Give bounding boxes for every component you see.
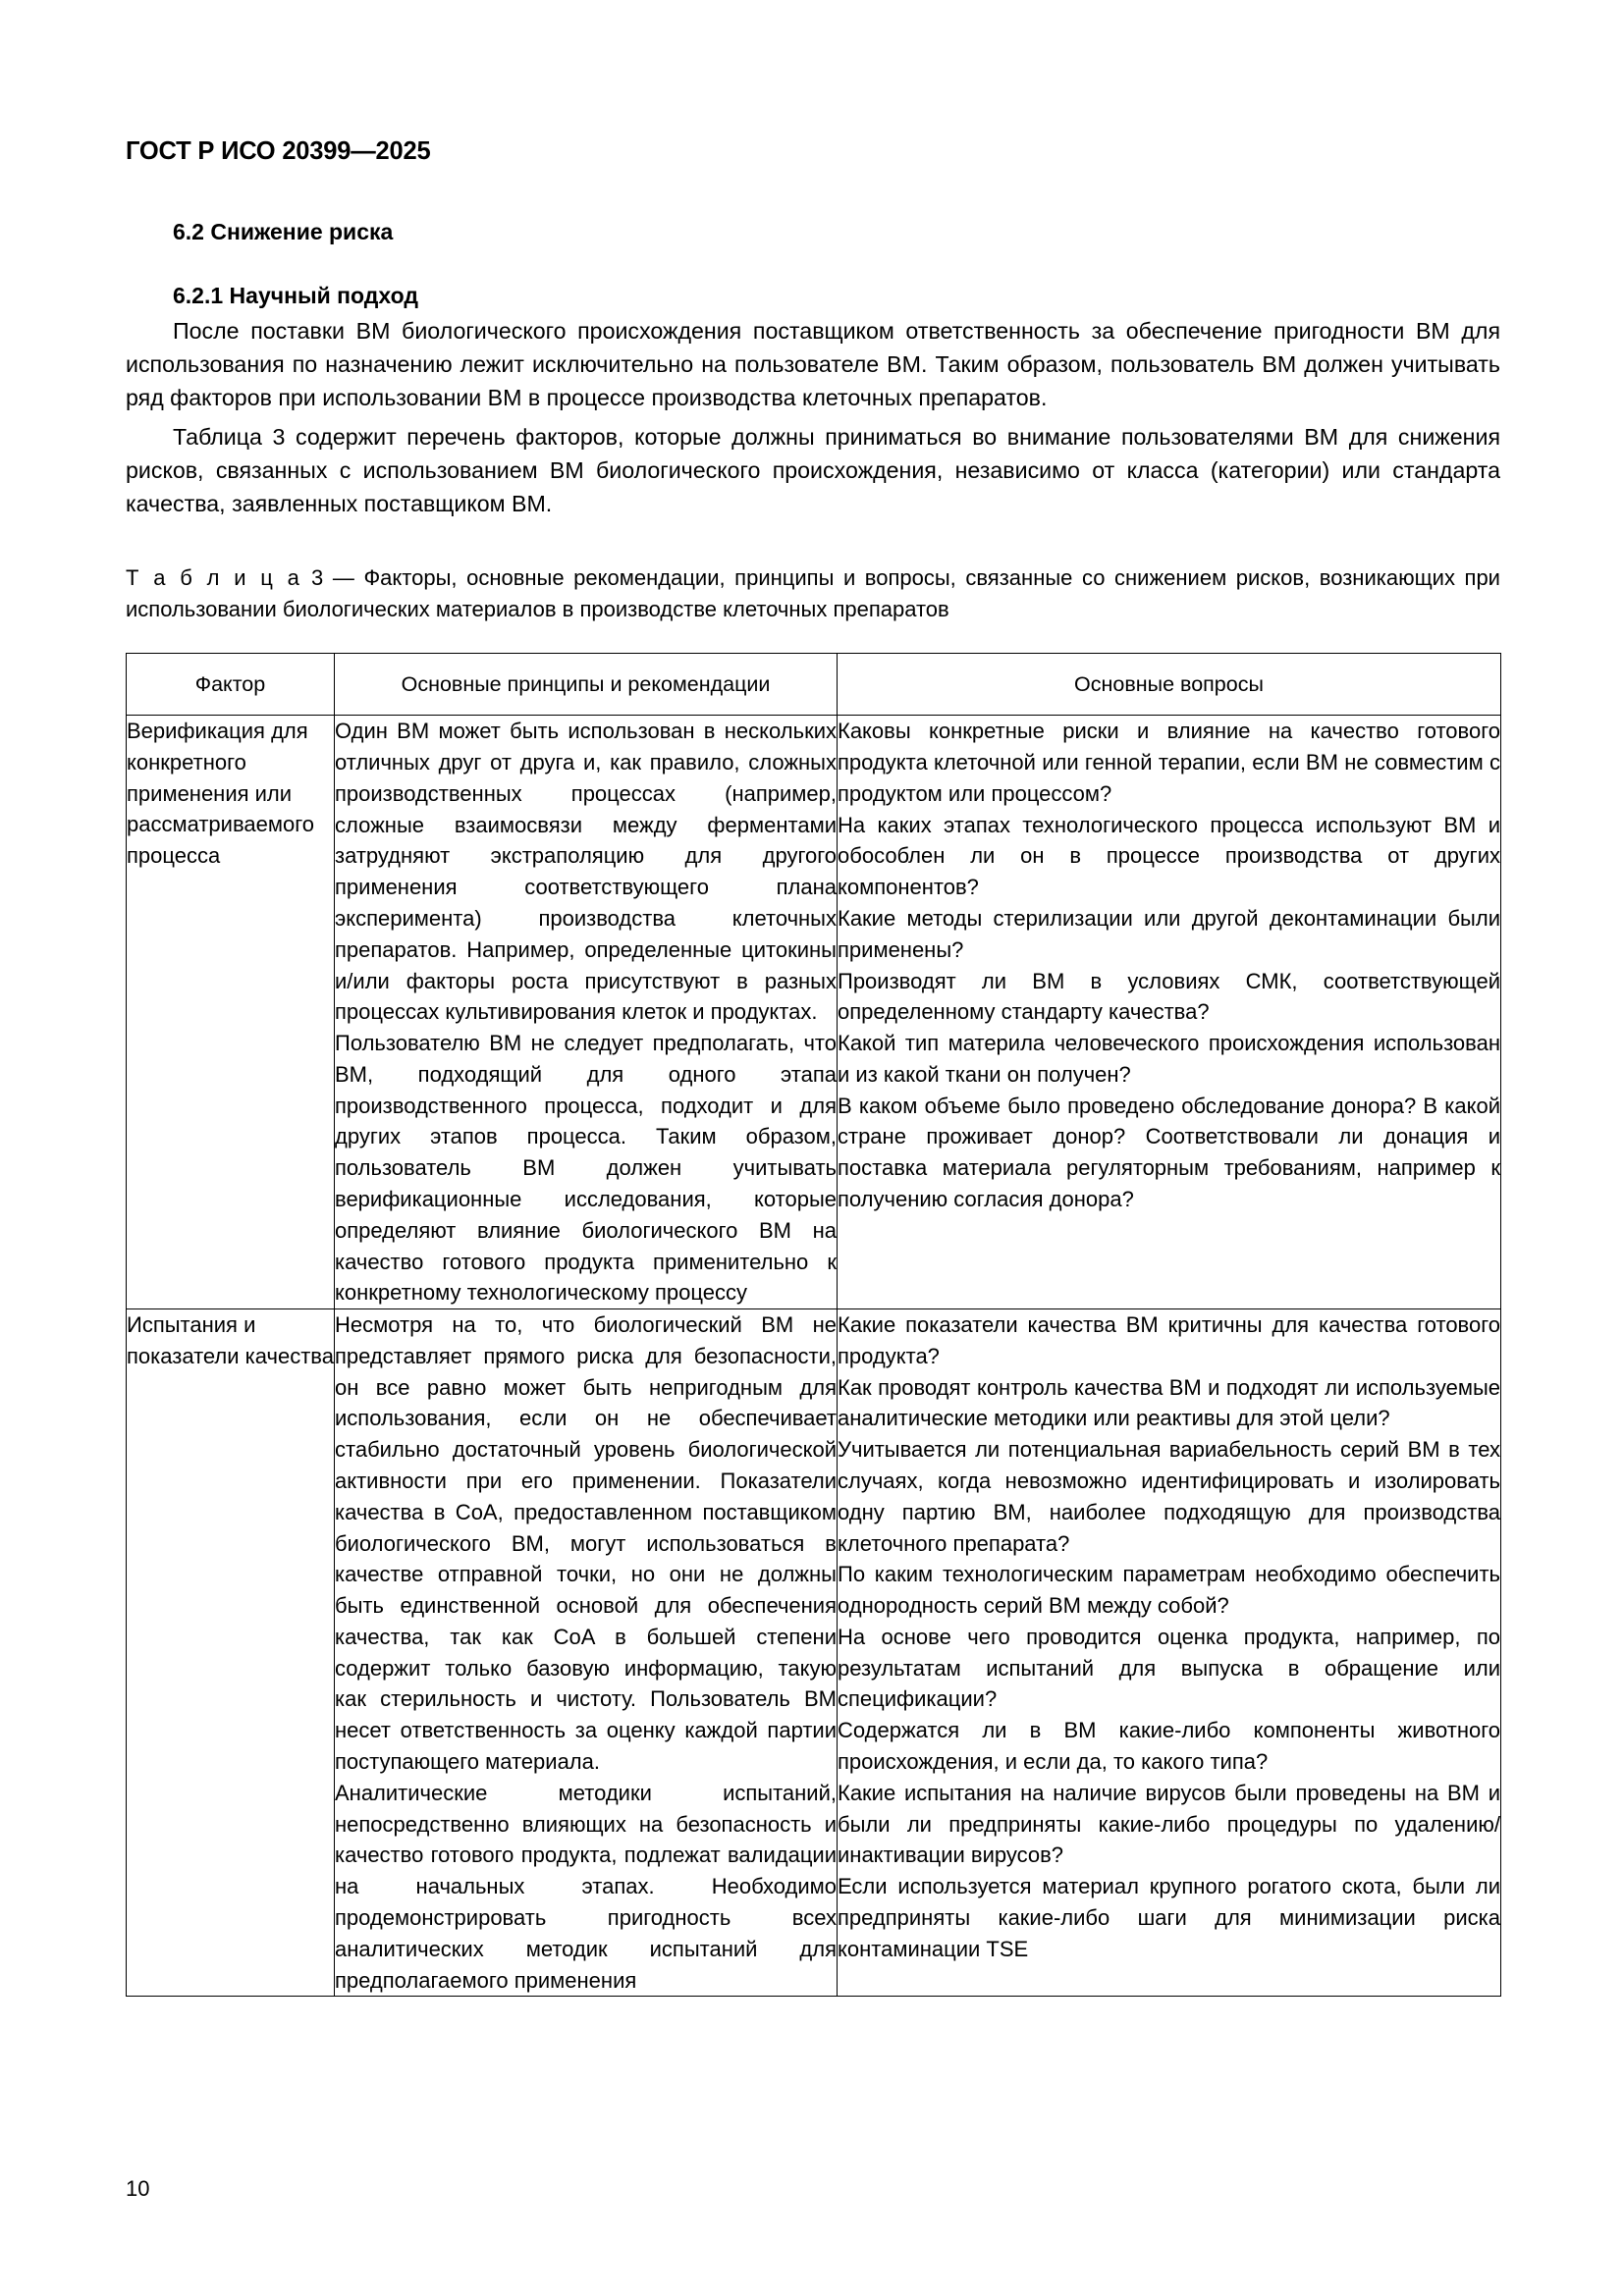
table-caption (126, 562, 1500, 625)
question-item: Производят ли ВМ в условиях СМК, соответствующей определенному стандарту качества? (838, 968, 1500, 1025)
question-item: Как проводят контроль качества ВМ и подходят ли используемые аналитические методики или реактивы для этой цели? (838, 1374, 1500, 1431)
question-item: Содержатся ли в ВМ какие-либо компоненты животного происхождения, и если да, то какого типа? (838, 1718, 1500, 1775)
question-item: Какие методы стерилизации или другой деконтаминации были применены? (838, 905, 1500, 962)
document-header: ГОСТ Р ИСО 20399—2025 (126, 137, 431, 165)
principles-paragraph: Пользователю ВМ не следует предполагать, что ВМ, подходящий для одного этапа производственного процесса, подходит и для других этапов процесса. Таким образом, пользователь ВМ должен учитывать верификационные исследования, которые определяют влияние биологического ВМ на качество готового продукта применительно к конкретному технологическому процессу (335, 1031, 837, 1306)
section-title: 6.2 Снижение риска (173, 219, 394, 245)
question-item: Какие испытания на наличие вирусов были проведены на ВМ и были ли предприняты какие-либо процедуры по удалению/инактивации вирусов? (838, 1780, 1500, 1868)
page-number: 10 (126, 2176, 150, 2201)
table-header-row (127, 654, 1501, 716)
column-header-principles: Основные принципы и рекомендации (335, 654, 838, 716)
question-item: Какой тип материла человеческого происхождения использован и из какой ткани он получен? (838, 1031, 1500, 1087)
body-paragraph-1: После поставки ВМ биологического происхождения поставщиком ответственность за обеспечение пригодности ВМ для использования по назначению лежит исключительно на пользователе ВМ. Таким образом, пользователь ВМ должен учитывать ряд факторов при использовании ВМ в процессе производства клеточных препаратов. (126, 318, 1500, 410)
table-caption-dash: — (332, 565, 354, 591)
table-caption-text: Факторы, основные рекомендации, принципы и вопросы, связанные со снижением рисков, возникающих при использовании биологических материалов в производстве клеточных препаратов (126, 565, 1500, 622)
table-row (127, 716, 1501, 1309)
cell-questions (838, 1309, 1501, 1997)
cell-questions (838, 716, 1501, 1309)
question-item: Какие показатели качества ВМ критичны для качества готового продукта? (838, 1312, 1500, 1368)
cell-principles (335, 716, 838, 1309)
column-header-questions: Основные вопросы (838, 654, 1501, 716)
table-caption-label: Т а б л и ц а (126, 565, 302, 591)
table-row (127, 1309, 1501, 1997)
cell-principles (335, 1309, 838, 1997)
factors-table (126, 653, 1501, 1997)
principles-paragraph: Аналитические методики испытаний, непосредственно влияющих на безопасность и качество готового продукта, подлежат валидации на начальных этапах. Необходимо продемонстрировать пригодность всех аналитических методик испытаний для предполагаемого применения (335, 1780, 837, 1993)
question-item: Каковы конкретные риски и влияние на качество готового продукта клеточной или генной терапии, если ВМ не совместим с продуктом или процессом? (838, 719, 1500, 806)
question-item: Учитывается ли потенциальная вариабельность серий ВМ в тех случаях, когда невозможно идентифицировать и изолировать одну партию ВМ, наиболее подходящую для производства клеточного препарата? (838, 1437, 1500, 1556)
question-item: На основе чего проводится оценка продукта, например, по результатам испытаний для выпуска в обращение или спецификации? (838, 1624, 1500, 1712)
question-item: В каком объеме было проведено обследование донора? В какой стране проживает донор? Соответствовали ли донация и поставка материала регуляторным требованиям, например к получению согласия донора? (838, 1093, 1500, 1211)
question-item: Если используется материал крупного рогатого скота, были ли предприняты какие-либо шаги для минимизации риска контаминации TSE (838, 1874, 1500, 1961)
principles-paragraph: Несмотря на то, что биологический ВМ не представляет прямого риска для безопасности, он все равно может быть непригодным для использования, если он не обеспечивает стабильно достаточный уровень биологической активности при его применении. Показатели качества в CoA, предоставленном поставщиком биологического ВМ, могут использоваться в качестве отправной точки, но они не должны быть единственной основой для обеспечения качества, так как CoA в большей степени содержит только базовую информацию, такую как стерильность и чистоту. Пользователь ВМ несет ответственность за оценку каждой партии поступающего материала. (335, 1312, 837, 1775)
column-header-factor: Фактор (127, 654, 335, 716)
body-paragraph-2: Таблица 3 содержит перечень факторов, которые должны приниматься во внимание пользователями ВМ для снижения рисков, связанных с использованием ВМ биологического происхождения, независимо от класса (категории) или стандарта качества, заявленных поставщиком ВМ. (126, 423, 1500, 516)
subsection-title: 6.2.1 Научный подход (173, 282, 418, 308)
cell-factor: Верификация для конкретного применения или рассматриваемого процесса (127, 716, 335, 1309)
question-item: На каких этапах технологического процесса используют ВМ и обособлен ли он в процессе производства от других компонентов? (838, 812, 1500, 900)
principles-paragraph: Один ВМ может быть использован в нескольких отличных друг от друга и, как правило, сложных производственных процессах (например, сложные взаимосвязи между ферментами затрудняют экстраполяцию для другого применения соответствующего плана эксперимента) производства клеточных препаратов. Например, определенные цитокины и/или факторы роста присутствуют в разных процессах культивирования клеток и продуктах. (335, 719, 837, 1025)
cell-factor: Испытания и показатели качества (127, 1309, 335, 1997)
page-content (126, 0, 1500, 1997)
table-caption-number: 3 (311, 565, 324, 591)
question-item: По каким технологическим параметрам необходимо обеспечить однородность серий ВМ между собой? (838, 1562, 1500, 1619)
